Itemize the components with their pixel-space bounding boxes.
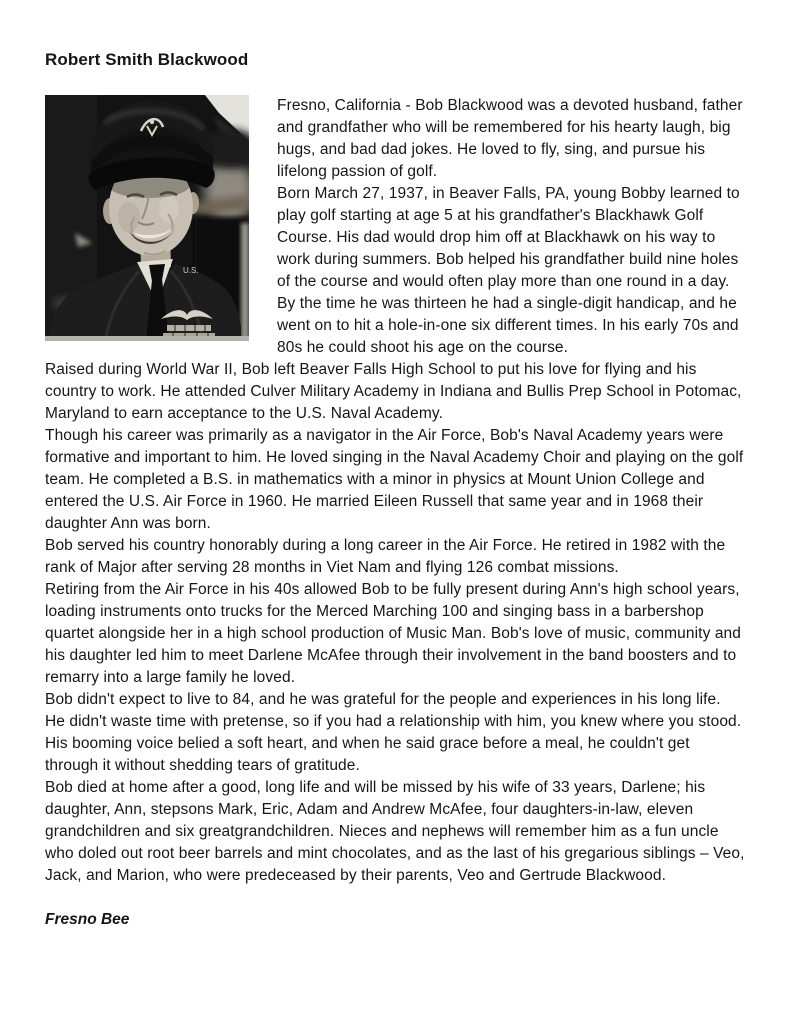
obituary-paragraph-7: Bob didn't expect to live to 84, and he was grateful for the people and experiences in his long life. He didn't waste time with pretense, so if you had a relationship with him, you knew where you stood. His booming voice belied a soft heart, and when he said grace before a meal, he couldn't get through it without shedding tears of gratitude. (45, 691, 742, 774)
obituary-paragraph-1: Fresno, California - Bob Blackwood was a devoted husband, father and grandfather who will be remembered for his hearty laugh, big hugs, and bad dad jokes. He loved to fly, sing, and pursue his lifelong passion of golf. (277, 97, 743, 180)
obituary-paragraph-5: Bob served his country honorably during a long career in the Air Force. He retired in 1982 with the rank of Major after serving 28 months in Viet Nam and flying 126 combat missions. (45, 537, 726, 576)
portrait-photo (45, 95, 249, 341)
obituary-title: Robert Smith Blackwood (45, 50, 249, 69)
portrait-photo-graphic (45, 95, 249, 341)
svg-text:U.S.: U.S. (183, 266, 199, 275)
obituary-paragraph-2: Born March 27, 1937, in Beaver Falls, PA, young Bobby learned to play golf starting at age 5 at his grandfather's Blackhawk Golf Course. His dad would drop him off at Blackhawk on his way to work during summers. Bob helped his grandfather build nine holes of the course and would often play more than one round in a day. By the time he was thirteen he had a single-digit handicap, and he went on to hit a hole-in-one six different times. In his early 70s and 80s he could shoot his age on the course. (277, 185, 740, 356)
obituary-paragraph-6: Retiring from the Air Force in his 40s allowed Bob to be fully present during Ann's high school years, loading instruments onto trucks for the Merced Marching 100 and singing bass in a barbershop quartet alongside her in a high school production of Music Man. Bob's love of music, community and his daughter led him to meet Darlene McAfee through their involvement in the band boosters and to remarry into a large family he loved. (45, 581, 741, 686)
obituary-paragraph-3: Raised during World War II, Bob left Beaver Falls High School to put his love for flying and his country to work. He attended Culver Military Academy in Indiana and Bullis Prep School in Potomac, Maryland to earn acceptance to the U.S. Naval Academy. (45, 361, 742, 422)
obituary-paragraph-4: Though his career was primarily as a navigator in the Air Force, Bob's Naval Academy years were formative and important to him. He loved singing in the Naval Academy Choir and playing on the golf team. He completed a B.S. in mathematics with a minor in physics at Mount Union College and entered the U.S. Air Force in 1960. He married Eileen Russell that same year and in 1968 their daughter Ann was born. (45, 427, 744, 532)
publication-credit: Fresno Bee (45, 911, 130, 928)
obituary-article (45, 95, 745, 931)
obituary-paragraph-8: Bob died at home after a good, long life and will be missed by his wife of 33 years, Darlene; his daughter, Ann, stepsons Mark, Eric, Adam and Andrew McAfee, four daughters-in-law, eleven grandchildren and six greatgrandchildren. Nieces and nephews will remember him as a fun uncle who doled out root beer barrels and mint chocolates, and as the last of his gregarious siblings – Veo, Jack, and Marion, who were predeceased by their parents, Veo and Gertrude Blackwood. (45, 779, 745, 884)
